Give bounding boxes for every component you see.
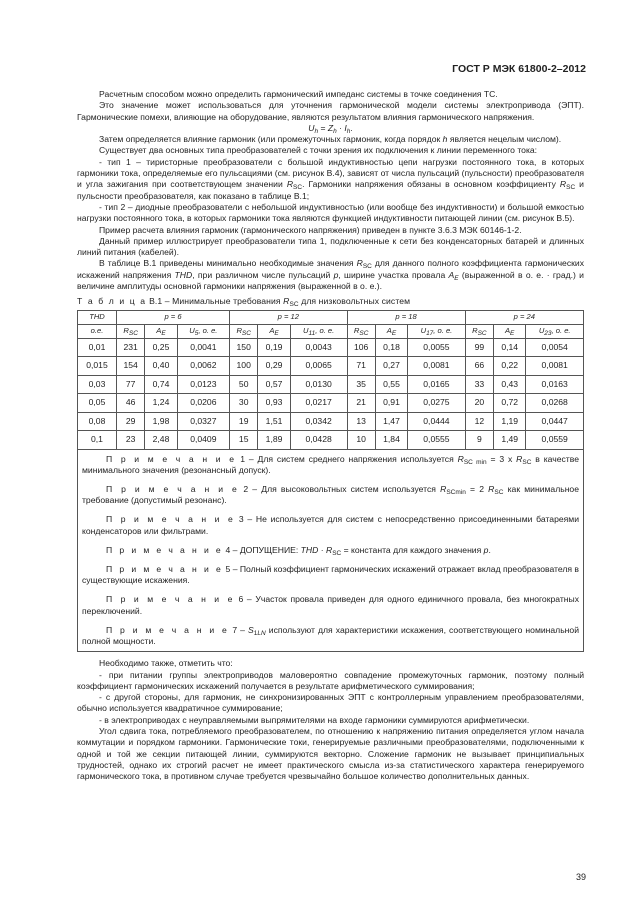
table-cell: 0,0217 bbox=[290, 394, 347, 413]
table-cell: 0,05 bbox=[78, 394, 117, 413]
note-text: $7 - S_{1LN}$ используют для характеристики искажения, соответствующего номинальной полной мощности. bbox=[82, 624, 579, 647]
table-cell: 46 bbox=[117, 394, 145, 413]
paragraph: - при питании группы электроприводов маловероятно совпадение промежуточных гармоник, поэтому полный коэффициент гармонических искажений получается в результате арифметического суммирования; bbox=[77, 669, 584, 691]
table-row bbox=[78, 338, 584, 357]
table-cell: 1,19 bbox=[494, 412, 526, 431]
table-cell: 66 bbox=[465, 357, 493, 376]
table-subheader-cell: $R_{SC}$ bbox=[347, 324, 375, 338]
table-cell: 71 bbox=[347, 357, 375, 376]
table-cell: 0,0428 bbox=[290, 431, 347, 450]
table-cell: 0,19 bbox=[258, 338, 290, 357]
table-cell: 0,27 bbox=[375, 357, 407, 376]
table-cell: 0,25 bbox=[145, 338, 177, 357]
paragraph: - в электроприводах с неуправляемыми выпрямителями на входе гармоники суммируются арифметически. bbox=[99, 714, 530, 725]
table-header-cell: p = 12 bbox=[230, 310, 347, 324]
table-cell: 12 bbox=[465, 412, 493, 431]
table-header-cell: p = 6 bbox=[117, 310, 230, 324]
table-cell: 19 bbox=[230, 412, 258, 431]
table-cell: 0,0555 bbox=[408, 431, 466, 450]
table-caption-prefix: Т а б л и ц а bbox=[77, 296, 147, 307]
table-cell: 0,0409 bbox=[177, 431, 229, 450]
table-cell: 0,14 bbox=[494, 338, 526, 357]
table-cell: 0,015 bbox=[78, 357, 117, 376]
table-cell: 1,84 bbox=[375, 431, 407, 450]
paragraph: - тип 2 – диодные преобразователи с небольшой индуктивностью (или вообще без индуктивности) и большой емкостью нагрузки постоянного тока, в которых гармоники тока являются функцией индуктивности питающей линии (см. рисунок B.5). bbox=[77, 201, 584, 224]
table-cell: 0,03 bbox=[78, 375, 117, 394]
table-cell: 0,0444 bbox=[408, 412, 466, 431]
table-cell: 9 bbox=[465, 431, 493, 450]
data-table bbox=[77, 310, 584, 653]
note-label: П р и м е ч а н и е bbox=[106, 453, 237, 464]
table-cell: 1,98 bbox=[145, 412, 177, 431]
note-text: 4 – ДОПУЩЕНИЕ: THD · $R_{SC}$ = константа для каждого значения p. bbox=[225, 544, 491, 557]
document-header: ГОСТ Р МЭК 61800-2–2012 bbox=[452, 63, 586, 75]
table-cell: 0,43 bbox=[494, 375, 526, 394]
table-cell: 29 bbox=[117, 412, 145, 431]
table-cell: 0,0447 bbox=[526, 412, 584, 431]
table-cell: 15 bbox=[230, 431, 258, 450]
table-cell: 99 bbox=[465, 338, 493, 357]
table-cell: 1,49 bbox=[494, 431, 526, 450]
table-subheader-cell: $R_{SC}$ bbox=[117, 324, 145, 338]
table-cell: 1,47 bbox=[375, 412, 407, 431]
note-label: П р и м е ч а н и е bbox=[106, 544, 224, 555]
note-label: П р и м е ч а н и е bbox=[106, 594, 235, 605]
table-cell: 13 bbox=[347, 412, 375, 431]
table-cell: 0,18 bbox=[375, 338, 407, 357]
paragraph: Расчетным способом можно определить гармонический импеданс системы в точке соединения ТС. bbox=[99, 89, 498, 99]
table-caption-text: B.1 – Минимальные требования $R_{SC}$ для низковольтных систем bbox=[149, 296, 411, 309]
table-cell: 0,74 bbox=[145, 375, 177, 394]
table-header-cell: THD bbox=[78, 310, 117, 324]
table-note bbox=[82, 484, 579, 506]
note-text: 5 – Полный коэффициент гармонических искажений отражает вклад преобразователя в существующие искажения. bbox=[82, 564, 579, 586]
table-row bbox=[78, 375, 584, 394]
table-note bbox=[82, 564, 579, 586]
note-text: 2 – Для высоковольтных систем используется $R_{SCmin} = 2$ $R_{SC}$ как минимальное требование (допустимый резонанс). bbox=[82, 484, 579, 506]
table-cell: 0,01 bbox=[78, 338, 117, 357]
note-label: П р и м е ч а н и е bbox=[106, 514, 236, 525]
table-body bbox=[78, 338, 584, 449]
table-subheader-cell: о.е. bbox=[78, 324, 117, 338]
table-cell: 231 bbox=[117, 338, 145, 357]
note-text: 3 – Не используется для систем с непосредственно присоединенными батареями конденсаторов или фильтрами. bbox=[82, 514, 580, 536]
table-subheader-cell: $A_E$ bbox=[258, 324, 290, 338]
table-cell: 50 bbox=[230, 375, 258, 394]
table-cell: 0,55 bbox=[375, 375, 407, 394]
paragraph: Существует два основных типа преобразователей с точки зрения их подключения к линии переменного тока: bbox=[99, 145, 538, 156]
note-label: П р и м е ч а н и е bbox=[106, 564, 224, 575]
page-body bbox=[77, 89, 584, 783]
table-cell: 1,51 bbox=[258, 412, 290, 431]
table-subheader-cell: $U_5$, о. е. bbox=[177, 324, 229, 338]
table-subheader-cell: $U_{23}$, о. е. bbox=[526, 324, 584, 338]
page-number: 39 bbox=[575, 872, 586, 882]
table-cell: 0,0206 bbox=[177, 394, 229, 413]
table-cell: 1,24 bbox=[145, 394, 177, 413]
table-cell: 0,0123 bbox=[177, 375, 229, 394]
table-caption bbox=[77, 296, 584, 307]
table-row bbox=[78, 357, 584, 376]
table-cell: 0,0559 bbox=[526, 431, 584, 450]
table-subheader-cell: $A_E$ bbox=[145, 324, 177, 338]
table-cell: 0,93 bbox=[258, 394, 290, 413]
table-cell: 0,0043 bbox=[290, 338, 347, 357]
table-cell: 23 bbox=[117, 431, 145, 450]
table-subheader-cell: $U_{11}$, о. е. bbox=[290, 324, 347, 338]
table-cell: 0,1 bbox=[78, 431, 117, 450]
table-notes bbox=[78, 449, 584, 652]
paragraph: Затем определяется влияние гармоник (или промежуточных гармоник, когда порядок h является нецелым числом). bbox=[99, 134, 562, 145]
table-row bbox=[78, 394, 584, 413]
table-cell: 100 bbox=[230, 357, 258, 376]
table-row bbox=[78, 431, 584, 450]
paragraph: - с другой стороны, для гармоник, не синхронизированных ЭПТ с контроллерным управлением преобразователями, обычно используется квадратичное суммирование; bbox=[77, 692, 584, 714]
table-cell: 106 bbox=[347, 338, 375, 357]
table-cell: 0,22 bbox=[494, 357, 526, 376]
table-cell: 0,0054 bbox=[526, 338, 584, 357]
note-label: П р и м е ч а н и е bbox=[106, 484, 240, 495]
paragraph: - тип 1 – тиристорные преобразователи с большой индуктивностью цепи нагрузки постоянного тока, в которых гармоники тока, определяемые его пульсациями (см. рисунок B.4), зависят от числа пульсаций (пульсности) преобразователя и угла зажигания при соответствующем значении $R_{SC}$. Гармоники напряжения обязаны в основном коэффициенту $R_{SC}$ и пульсности преобразователя, как показано в таблице B.1; bbox=[77, 156, 584, 201]
paragraph: В таблице B.1 приведены минимально необходимые значения $R_{SC}$ для данного полного коэффициента гармонических искажений напряжения THD, при различном числе пульсаций p, ширине участка провала $A_E$ (выраженной в о. е. · град.) и величине амплитуды основной гармоники напряжения (выраженной в о. е.). bbox=[77, 258, 584, 292]
table-cell: 0,0268 bbox=[526, 394, 584, 413]
table-cell: 0,0081 bbox=[408, 357, 466, 376]
paragraph: Угол сдвига тока, потребляемого преобразователем, по отношению к напряжению питания определяется углом начала коммутации и порядком гармоники. Гармонические токи, генерируемые различными преобразователями, подключенными к одной и той же секции питающей линии, суммируются векторно. Сложение гармоник не вызывает принципиальных трудностей, однако их строгий расчет не имеет практического смысла из-за статистического характера генерируемого гармонического тока, в противном случае требуется чрезвычайно большое количество дополнительных данных. bbox=[77, 726, 584, 782]
table-cell: 0,0342 bbox=[290, 412, 347, 431]
table-cell: 0,0081 bbox=[526, 357, 584, 376]
table-subheader-cell: $R_{SC}$ bbox=[465, 324, 493, 338]
table-cell: 0,0062 bbox=[177, 357, 229, 376]
paragraph: Это значение может использоваться для уточнения гармонической модели системы электропривода (ЭПТ). Гармонические помехи, влияющие на оборудование, являются результатом влияния гармонического напряжения. bbox=[77, 100, 584, 122]
table-row bbox=[78, 412, 584, 431]
table-note bbox=[82, 594, 579, 616]
table-subheader-cell: $R_{SC}$ bbox=[230, 324, 258, 338]
table-cell: 0,08 bbox=[78, 412, 117, 431]
note-label: П р и м е ч а н и е bbox=[106, 624, 230, 635]
table-cell: 0,40 bbox=[145, 357, 177, 376]
table-notes-row bbox=[78, 449, 584, 652]
note-text: 6 – Участок провала приведен для одного единичного провала, без многократных переключений. bbox=[82, 594, 579, 616]
table-cell: 2,48 bbox=[145, 431, 177, 450]
paragraph: Данный пример иллюстрирует преобразователи типа 1, подключенные к сети без конденсаторных батарей и длинных линий питания (кабелей). bbox=[77, 235, 584, 258]
table-cell: 0,0327 bbox=[177, 412, 229, 431]
table-cell: 0,72 bbox=[494, 394, 526, 413]
table-subheader-cell: $A_E$ bbox=[375, 324, 407, 338]
table-note bbox=[82, 514, 579, 536]
table-cell: 0,91 bbox=[375, 394, 407, 413]
table-cell: 77 bbox=[117, 375, 145, 394]
table-header-row bbox=[78, 310, 584, 324]
table-cell: 0,0163 bbox=[526, 375, 584, 394]
table-subheader-row bbox=[78, 324, 584, 338]
paragraph: Пример расчета влияния гармоник (гармонического напряжения) приведен в пункте 3.6.3 МЭК 60146-1-2. bbox=[99, 224, 522, 235]
table-cell: 30 bbox=[230, 394, 258, 413]
table-cell: 0,0065 bbox=[290, 357, 347, 376]
formula: $U_h = Z_h \cdot I_h$. bbox=[308, 122, 353, 135]
table-cell: 1,89 bbox=[258, 431, 290, 450]
note-text: 1 – Для систем среднего напряжения используется $R_{SC min} = 3$ x $R_{SC}$ в качестве минимального значения (резонансный допуск). bbox=[82, 453, 579, 475]
table-note bbox=[82, 545, 579, 556]
table-cell: 35 bbox=[347, 375, 375, 394]
table-subheader-cell: $U_{17}$, о. е. bbox=[408, 324, 466, 338]
table-header-cell: p = 24 bbox=[465, 310, 583, 324]
table-note bbox=[82, 625, 579, 647]
table-cell: 0,29 bbox=[258, 357, 290, 376]
table-cell: 150 bbox=[230, 338, 258, 357]
table-cell: 21 bbox=[347, 394, 375, 413]
table-cell: 154 bbox=[117, 357, 145, 376]
table-header-cell: p = 18 bbox=[347, 310, 465, 324]
paragraph: Необходимо также, отметить что: bbox=[99, 658, 233, 669]
table-cell: 0,0041 bbox=[177, 338, 229, 357]
table-subheader-cell: $A_E$ bbox=[494, 324, 526, 338]
table-cell: 20 bbox=[465, 394, 493, 413]
table-cell: 10 bbox=[347, 431, 375, 450]
table-cell: 0,0165 bbox=[408, 375, 466, 394]
table-cell: 0,57 bbox=[258, 375, 290, 394]
table-cell: 33 bbox=[465, 375, 493, 394]
table-note bbox=[82, 454, 579, 476]
table-cell: 0,0130 bbox=[290, 375, 347, 394]
table-cell: 0,0055 bbox=[408, 338, 466, 357]
table-cell: 0,0275 bbox=[408, 394, 466, 413]
